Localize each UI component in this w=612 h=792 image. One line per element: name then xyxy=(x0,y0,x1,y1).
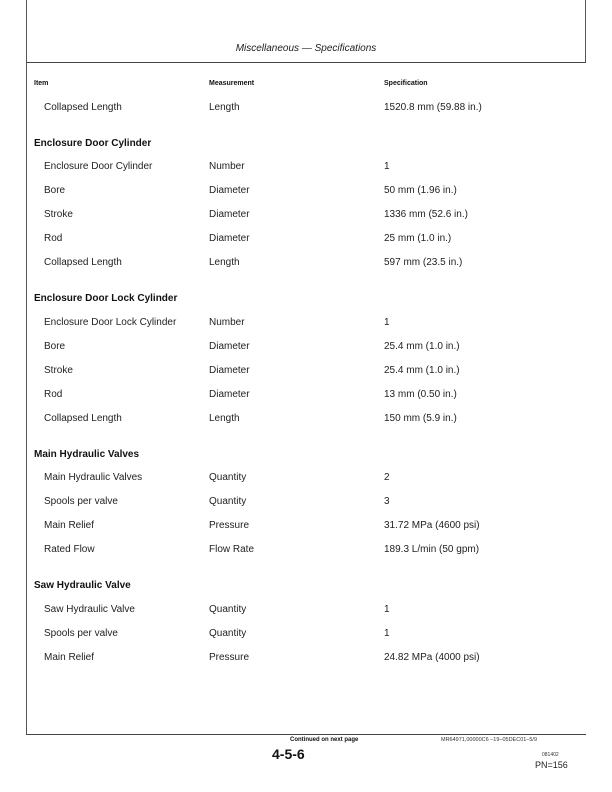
column-header-item: Item xyxy=(34,80,49,87)
spec-value: 597 mm (23.5 in.) xyxy=(384,257,463,268)
pn-number: PN=156 xyxy=(535,760,568,770)
spec-row xyxy=(0,496,612,510)
page-number: 4-5-6 xyxy=(272,746,305,762)
spec-row xyxy=(0,185,612,199)
spec-row xyxy=(0,520,612,534)
spec-measurement: Quantity xyxy=(209,472,247,483)
spec-item: Enclosure Door Cylinder xyxy=(44,161,153,172)
spec-row xyxy=(0,102,612,116)
column-header-specification: Specification xyxy=(384,80,428,87)
spec-measurement: Flow Rate xyxy=(209,544,255,555)
spec-item: Saw Hydraulic Valve xyxy=(44,604,135,615)
spec-item: Stroke xyxy=(44,209,73,220)
spec-value: 189.3 L/min (50 gpm) xyxy=(384,544,480,555)
spec-measurement: Diameter xyxy=(209,341,250,352)
spec-value: 31.72 MPa (4600 psi) xyxy=(384,520,480,531)
spec-measurement: Quantity xyxy=(209,628,247,639)
spec-measurement: Quantity xyxy=(209,604,247,615)
spec-value: 24.82 MPa (4000 psi) xyxy=(384,652,480,663)
spec-item: Main Hydraulic Valves xyxy=(44,472,143,483)
spec-row xyxy=(0,341,612,355)
spec-row xyxy=(0,317,612,331)
header-rule xyxy=(26,62,586,63)
spec-row xyxy=(0,209,612,223)
spec-item: Enclosure Door Lock Cylinder xyxy=(44,317,177,328)
spec-value: 1 xyxy=(384,317,390,328)
spec-measurement: Length xyxy=(209,102,240,113)
spec-row xyxy=(0,652,612,666)
spec-measurement: Diameter xyxy=(209,185,250,196)
spec-row xyxy=(0,544,612,558)
spec-row xyxy=(0,161,612,175)
spec-measurement: Diameter xyxy=(209,389,250,400)
spec-measurement: Quantity xyxy=(209,496,247,507)
spec-row xyxy=(0,413,612,427)
spec-value: 1 xyxy=(384,628,390,639)
spec-measurement: Number xyxy=(209,317,245,328)
spec-value: 1520.8 mm (59.88 in.) xyxy=(384,102,482,113)
spec-item: Collapsed Length xyxy=(44,413,122,424)
spec-value: 1 xyxy=(384,161,390,172)
spec-value: 3 xyxy=(384,496,390,507)
spec-measurement: Pressure xyxy=(209,652,250,663)
spec-row xyxy=(0,628,612,642)
spec-item: Rod xyxy=(44,233,63,244)
spec-item: Collapsed Length xyxy=(44,257,122,268)
spec-item: Rod xyxy=(44,389,63,400)
spec-item: Spools per valve xyxy=(44,628,118,639)
spec-measurement: Pressure xyxy=(209,520,250,531)
page-header-title: Miscellaneous — Specifications xyxy=(235,43,377,54)
spec-value: 150 mm (5.9 in.) xyxy=(384,413,457,424)
spec-measurement: Diameter xyxy=(209,233,250,244)
spec-item: Main Relief xyxy=(44,520,95,531)
spec-row xyxy=(0,257,612,271)
section-title-enclosure-door-lock-cylinder: Enclosure Door Lock Cylinder xyxy=(34,293,178,304)
spec-value: 50 mm (1.96 in.) xyxy=(384,185,457,196)
spec-value: 25 mm (1.0 in.) xyxy=(384,233,452,244)
spec-measurement: Length xyxy=(209,257,240,268)
section-title-saw-hydraulic-valve: Saw Hydraulic Valve xyxy=(34,580,131,591)
spec-item: Spools per valve xyxy=(44,496,118,507)
section-title-main-hydraulic-valves: Main Hydraulic Valves xyxy=(34,449,140,460)
spec-measurement: Diameter xyxy=(209,209,250,220)
spec-item: Bore xyxy=(44,341,66,352)
spec-row xyxy=(0,365,612,379)
spec-value: 13 mm (0.50 in.) xyxy=(384,389,457,400)
spec-measurement: Number xyxy=(209,161,245,172)
spec-value: 1336 mm (52.6 in.) xyxy=(384,209,468,220)
spec-measurement: Length xyxy=(209,413,240,424)
spec-value: 2 xyxy=(384,472,390,483)
spec-row xyxy=(0,604,612,618)
spec-item: Collapsed Length xyxy=(44,102,122,113)
document-reference: MR64971,00000C6 –19–05DEC01–5/9 xyxy=(441,737,538,743)
date-code: 081402 xyxy=(542,752,559,758)
continued-note: Continued on next page xyxy=(290,737,359,743)
spec-item: Main Relief xyxy=(44,652,95,663)
section-title-enclosure-door-cylinder: Enclosure Door Cylinder xyxy=(34,138,152,149)
spec-measurement: Diameter xyxy=(209,365,250,376)
column-header-measurement: Measurement xyxy=(209,80,255,87)
spec-item: Rated Flow xyxy=(44,544,95,555)
spec-value: 1 xyxy=(384,604,390,615)
spec-row xyxy=(0,472,612,486)
footer-rule xyxy=(26,734,586,735)
spec-item: Stroke xyxy=(44,365,73,376)
spec-item: Bore xyxy=(44,185,66,196)
spec-row xyxy=(0,389,612,403)
spec-value: 25.4 mm (1.0 in.) xyxy=(384,365,460,376)
spec-row xyxy=(0,233,612,247)
spec-value: 25.4 mm (1.0 in.) xyxy=(384,341,460,352)
